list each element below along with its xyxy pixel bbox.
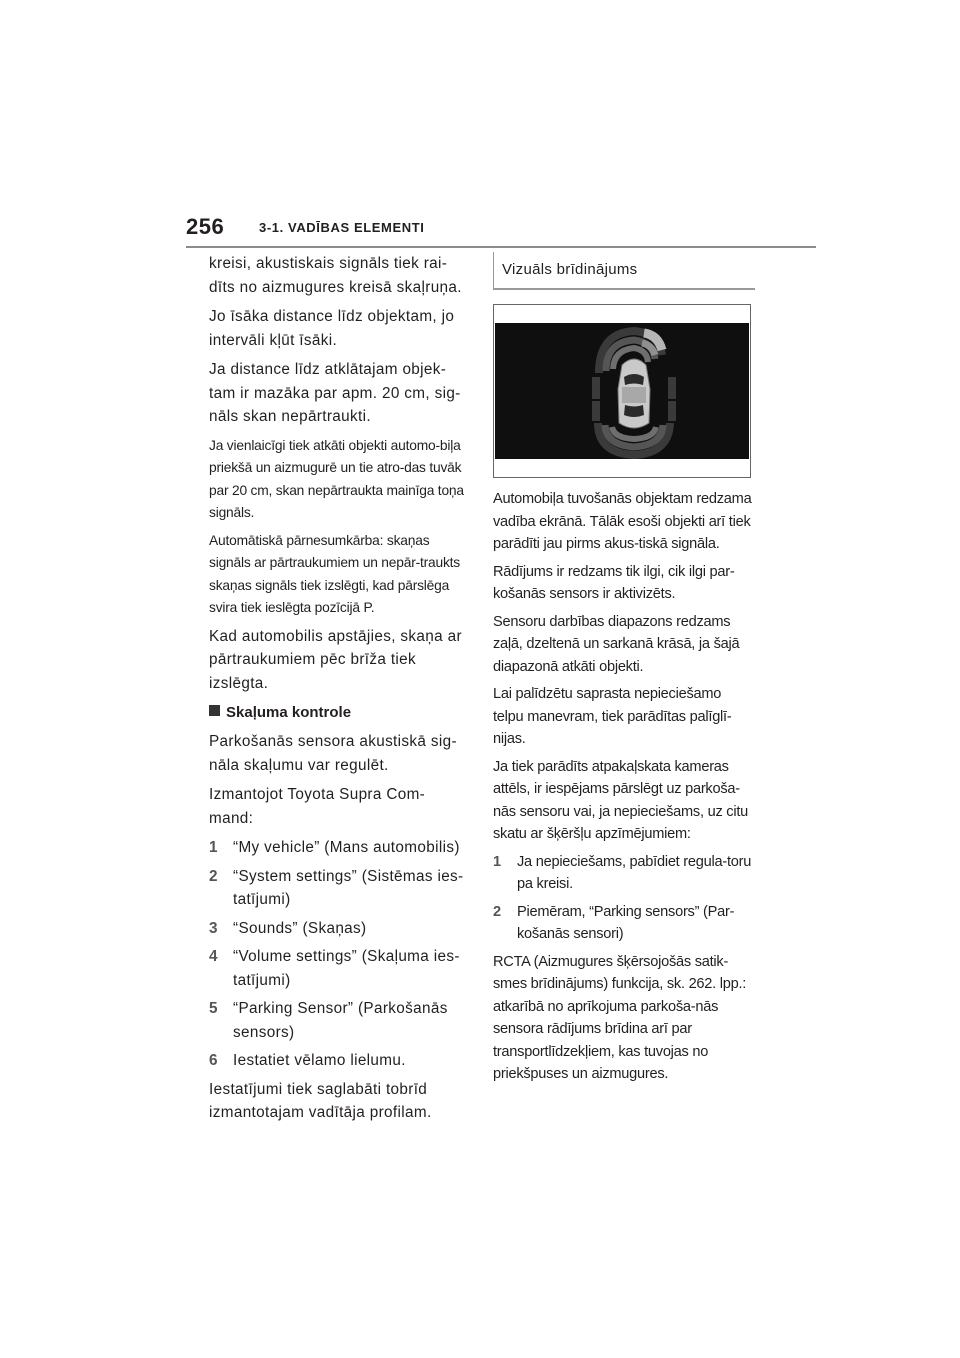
right-column xyxy=(493,252,755,1091)
step-text: “Sounds” (Skaņas) xyxy=(233,919,367,937)
left-column xyxy=(209,252,467,1131)
paragraph: kreisi, akustiskais signāls tiek rai-dīts no aizmugures kreisā skaļruņa. xyxy=(209,255,462,296)
paragraph: Lai palīdzētu saprasta nepieciešamo telpu manevram, tiek parādītas palīglī-nijas. xyxy=(493,686,732,747)
section-title: 3-1. VADĪBAS ELEMENTI xyxy=(259,220,425,235)
section-heading xyxy=(209,701,467,725)
step-text: “System settings” (Sistēmas ies-tatījumi) xyxy=(233,867,464,908)
list-item xyxy=(209,865,467,912)
paragraph: Parkošanās sensora akustiskā sig-nāla skaļumu var regulēt. xyxy=(209,733,457,774)
paragraph: Iestatījumi tiek saglabāti tobrīd izmantotajam vadītāja profilam. xyxy=(209,1080,432,1121)
step-text: “Parking Sensor” (Parkošanās sensors) xyxy=(233,1000,448,1041)
subsection-box xyxy=(493,252,755,290)
step-number: 2 xyxy=(493,903,501,920)
step-text: Ja nepieciešams, pabīdiet regula-toru pa kreisi. xyxy=(517,853,752,892)
step-number: 2 xyxy=(209,867,218,885)
paragraph: Ja tiek parādīts atpakaļskata kameras attēls, ir iespējams pārslēgt uz parkoša-nās sensoru vai, ja nepieciešams, uz citu skatu ar šķēršļu apzīmējumiem: xyxy=(493,758,749,842)
heading-text: Skaļuma kontrole xyxy=(226,704,352,721)
square-bullet-icon xyxy=(209,705,220,716)
paragraph: RCTA (Aizmugures šķērsojošās satik-smes brīdinājums) funkcija, sk. 262. lpp.: atkarībā no aprīkojuma parkoša-nās sensora rādījums brīdina arī par transportlīdzekļiem, kas tuvojas no priekšpuses un aizmugures. xyxy=(493,953,747,1082)
subsection-title: Vizuāls brīdinājums xyxy=(493,252,755,289)
step-number: 3 xyxy=(209,919,218,937)
list-item xyxy=(209,945,467,992)
paragraph: Rādījums ir redzams tik ilgi, cik ilgi par-košanās sensors ir aktivizēts. xyxy=(493,563,735,602)
parking-display-svg xyxy=(494,305,750,477)
page-number: 256 xyxy=(186,214,225,239)
list-item xyxy=(493,851,755,896)
list-item xyxy=(209,917,467,941)
list-item xyxy=(209,1049,467,1073)
step-text: Iestatiet vēlamo lielumu. xyxy=(233,1052,406,1069)
step-number: 1 xyxy=(209,839,218,856)
paragraph: Izmantojot Toyota Supra Com-mand: xyxy=(209,786,426,827)
step-number: 1 xyxy=(493,853,501,870)
list-item xyxy=(209,836,467,860)
paragraph: Ja distance līdz atklātajam objek-tam ir mazāka par apm. 20 cm, sig-nāls skan nepārtraukti. xyxy=(209,361,461,425)
paragraph: Sensoru darbības diapazons redzams zaļā, dzeltenā un sarkanā krāsā, ja šajā diapazonā atkāti objekti. xyxy=(493,613,740,675)
step-text: “My vehicle” (Mans automobilis) xyxy=(233,839,460,856)
step-text: Piemēram, “Parking sensors” (Par-košanās sensori) xyxy=(517,903,735,942)
step-number: 6 xyxy=(209,1052,218,1069)
step-text: “Volume settings” (Skaļuma ies-tatījumi) xyxy=(233,948,460,989)
page-header xyxy=(186,214,816,248)
parking-sensor-display-image xyxy=(493,304,751,478)
paragraph: Automobiļa tuvošanās objektam redzama vadība ekrānā. Tālāk esoši objekti arī tiek parādīti jau pirms akus-tiskā signāla. xyxy=(493,491,752,552)
car-icon xyxy=(618,359,650,428)
paragraph: Jo īsāka distance līdz objektam, jo intervāli kļūt īsāki. xyxy=(209,308,455,349)
list-item xyxy=(493,901,755,946)
paragraph: Automātiskā pārnesumkārba: skaņas signāls ar pārtraukumiem un nepār-traukts skaņas signāls tiek izslēgti, kad pārslēga svira tiek ieslēgta pozīcijā P. xyxy=(209,532,460,615)
paragraph: Ja vienlaicīgi tiek atkāti objekti automo-biļa priekšā un aizmugurē un tie atro-das tuvāk par 20 cm, skan nepārtraukta mainīga toņa signāls. xyxy=(209,437,464,520)
paragraph: Kad automobilis apstājies, skaņa ar pārtraukumiem pēc brīža tiek izslēgta. xyxy=(209,627,462,692)
step-number: 4 xyxy=(209,948,218,965)
step-number: 5 xyxy=(209,1000,218,1017)
list-item xyxy=(209,997,467,1044)
